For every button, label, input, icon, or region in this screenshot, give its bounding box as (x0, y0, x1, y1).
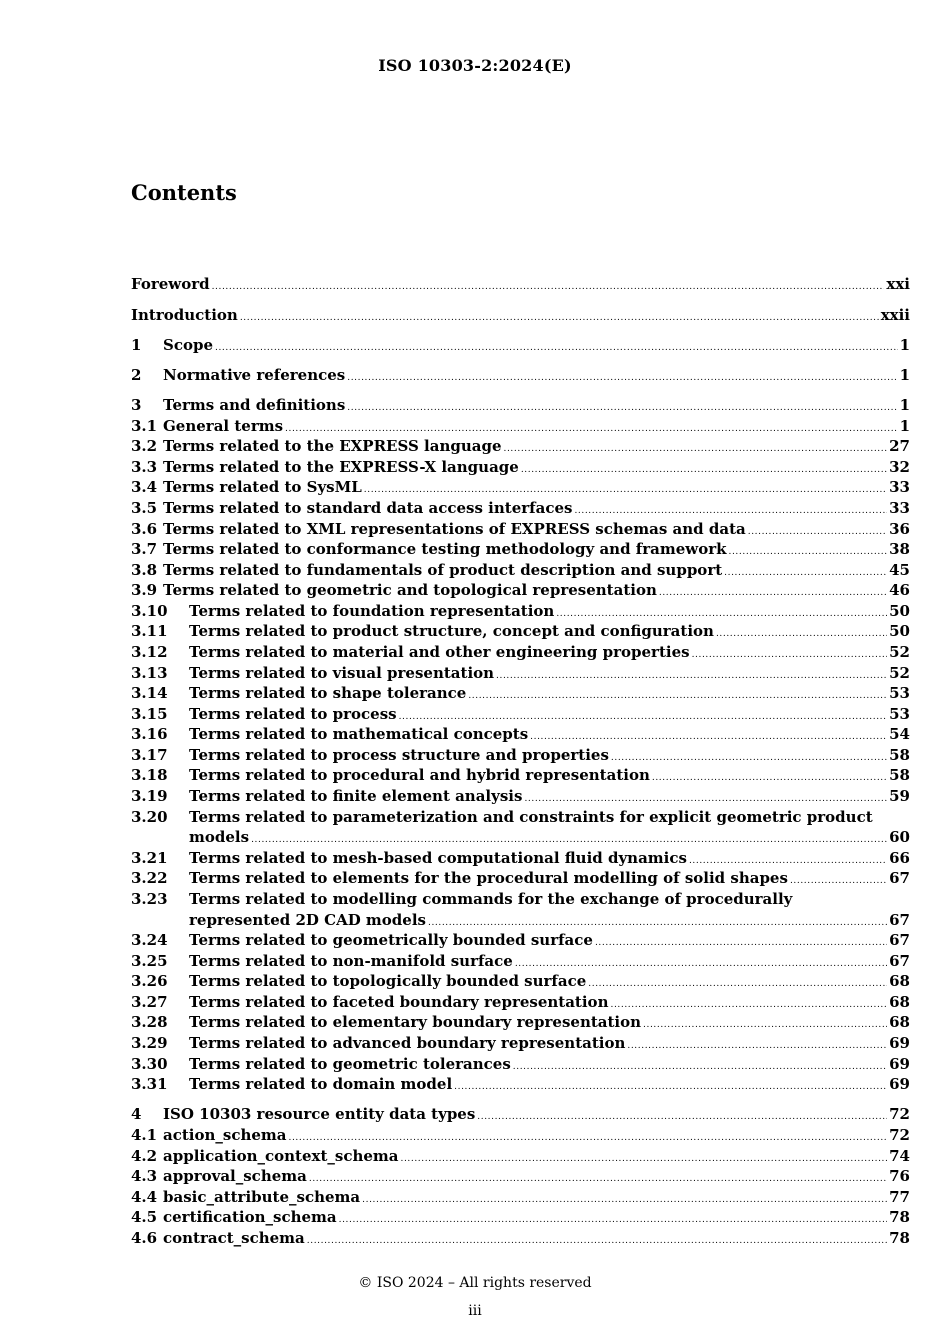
page-title: Contents (131, 180, 237, 205)
toc-label: Terms related to procedural and hybrid representation (189, 766, 650, 784)
toc-number: 3.24 (131, 931, 168, 949)
toc-page: 50 (889, 622, 910, 640)
toc-number: 3.29 (131, 1034, 168, 1052)
toc-entry-3-14[interactable] (131, 683, 910, 703)
toc-number: 3.9 (131, 581, 158, 599)
toc-number: 3.10 (131, 602, 168, 620)
toc-number: 3.5 (131, 499, 158, 517)
toc-number: 3.20 (131, 808, 168, 826)
toc-entry-3-13[interactable] (131, 663, 910, 683)
toc-page: 60 (889, 828, 910, 846)
toc-number: 3.22 (131, 869, 168, 887)
toc-number: 3 (131, 396, 142, 414)
toc-number: 3.30 (131, 1055, 168, 1073)
toc-number: 3.4 (131, 478, 158, 496)
toc-entry-4-6[interactable] (131, 1228, 910, 1248)
toc-entry-3-5[interactable] (131, 498, 910, 518)
toc-label: General terms (163, 417, 284, 435)
toc-page: 1 (899, 366, 910, 384)
toc-entry-3-19[interactable] (131, 786, 910, 806)
toc-page: 27 (889, 437, 910, 455)
toc-page: 32 (889, 458, 910, 476)
toc-entry-4-5[interactable] (131, 1207, 910, 1227)
toc-label: Terms related to parameterization and constraints for explicit geometric product (189, 808, 873, 826)
toc-number: 3.23 (131, 890, 168, 908)
toc-entry-3-18[interactable] (131, 765, 910, 785)
toc-page: 69 (889, 1075, 910, 1093)
toc-label: Terms related to elementary boundary representation (189, 1013, 642, 1031)
toc-number: 3.28 (131, 1013, 168, 1031)
toc-entry-3-10[interactable] (131, 601, 910, 621)
toc-entry-3-30[interactable] (131, 1054, 910, 1074)
toc-label: Terms related to topologically bounded surface (189, 972, 587, 990)
toc-page: 77 (889, 1188, 910, 1206)
toc-entry-3[interactable] (131, 395, 910, 415)
toc-entry-3-26[interactable] (131, 971, 910, 991)
toc-page: 52 (889, 664, 910, 682)
toc-page: 50 (889, 602, 910, 620)
toc-label: certification_schema (163, 1208, 337, 1226)
toc-page: 72 (889, 1126, 910, 1144)
toc-entry-3-22[interactable] (131, 868, 910, 888)
toc-label: Scope (163, 336, 214, 354)
toc-number: 3.27 (131, 993, 168, 1011)
toc-number: 4.2 (131, 1147, 158, 1165)
toc-label: Terms related to mesh-based computational fluid dynamics (189, 849, 687, 867)
toc-number: 4.4 (131, 1188, 158, 1206)
toc-entry-3-11[interactable] (131, 621, 910, 641)
toc-entry-introduction[interactable] (131, 305, 910, 325)
toc-label: Normative references (163, 366, 346, 384)
toc-page: 68 (889, 993, 910, 1011)
toc-page: 66 (889, 849, 910, 867)
toc-entry-3-28[interactable] (131, 1012, 910, 1032)
toc-page: 67 (889, 952, 910, 970)
toc-label: application_context_schema (163, 1147, 399, 1165)
toc-number: 3.15 (131, 705, 168, 723)
toc-number: 3.26 (131, 972, 168, 990)
toc-label: contract_schema (163, 1229, 305, 1247)
toc-entry-3-20[interactable] (131, 827, 910, 847)
toc-page: 69 (889, 1034, 910, 1052)
toc-label: Foreword (131, 275, 210, 293)
toc-entry-3-25[interactable] (131, 951, 910, 971)
toc-label: Terms and definitions (163, 396, 346, 414)
toc-page: 38 (889, 540, 910, 558)
toc-entry-3-15[interactable] (131, 704, 910, 724)
toc-number: 3.6 (131, 520, 158, 538)
toc-number: 4.5 (131, 1208, 158, 1226)
toc-entry-3-16[interactable] (131, 724, 910, 744)
toc-entry-3-4[interactable] (131, 477, 910, 497)
toc-label: Terms related to conformance testing methodology and framework (163, 540, 727, 558)
toc-page: 46 (889, 581, 910, 599)
toc-label: ISO 10303 resource entity data types (163, 1105, 476, 1123)
toc-entry-3-31[interactable] (131, 1074, 910, 1094)
toc-page: 52 (889, 643, 910, 661)
toc-page: 58 (889, 746, 910, 764)
toc-entry-3-3[interactable] (131, 457, 910, 477)
toc-label: Terms related to non-manifold surface (189, 952, 513, 970)
copyright-footer: © ISO 2024 – All rights reserved (358, 1275, 592, 1291)
toc-page: 59 (889, 787, 910, 805)
toc-page: 68 (889, 1013, 910, 1031)
toc-label: basic_attribute_schema (163, 1188, 361, 1206)
toc-page: 78 (889, 1229, 910, 1247)
toc-entry-4[interactable] (131, 1104, 910, 1124)
toc-label: Terms related to XML representations of EXPRESS schemas and data (163, 520, 746, 538)
toc-number: 3.1 (131, 417, 158, 435)
toc-number: 3.3 (131, 458, 158, 476)
toc-number: 3.8 (131, 561, 158, 579)
toc-page: xxi (886, 275, 910, 293)
toc-label: represented 2D CAD models (189, 911, 426, 929)
toc-entry-4-4[interactable] (131, 1187, 910, 1207)
toc-page: 72 (889, 1105, 910, 1123)
toc-number: 3.13 (131, 664, 168, 682)
toc-entry-4-3[interactable] (131, 1166, 910, 1186)
toc-page: 53 (889, 705, 910, 723)
toc-entry-3-6[interactable] (131, 519, 910, 539)
toc-label: Terms related to geometric tolerances (189, 1055, 511, 1073)
toc-entry-3-23[interactable] (131, 910, 910, 930)
toc-number: 3.16 (131, 725, 168, 743)
toc-entry-foreword[interactable] (131, 274, 910, 294)
toc-label: approval_schema (163, 1167, 307, 1185)
toc-number: 3.17 (131, 746, 168, 764)
page-number: iii (468, 1303, 482, 1319)
toc-page: 68 (889, 972, 910, 990)
toc-page: 1 (899, 417, 910, 435)
toc-page: 33 (889, 499, 910, 517)
toc-entry-3-1[interactable] (131, 416, 910, 436)
toc-label: Terms related to standard data access interfaces (163, 499, 573, 517)
toc-number: 3.7 (131, 540, 158, 558)
toc-entry-3-20-line1[interactable] (131, 807, 910, 827)
toc-entry-3-7[interactable] (131, 539, 910, 559)
toc-label: action_schema (163, 1126, 287, 1144)
toc-number: 3.18 (131, 766, 168, 784)
toc-entry-3-23-line1[interactable] (131, 889, 910, 909)
toc-label: Terms related to geometrically bounded surface (189, 931, 593, 949)
toc-entry-3-2[interactable] (131, 436, 910, 456)
toc-page: 67 (889, 931, 910, 949)
toc-entry-4-1[interactable] (131, 1125, 910, 1145)
toc-label: Terms related to geometric and topological representation (163, 581, 657, 599)
toc-label: Terms related to foundation representation (189, 602, 555, 620)
toc-page: 1 (899, 336, 910, 354)
toc-page: 36 (889, 520, 910, 538)
toc-label: Terms related to mathematical concepts (189, 725, 529, 743)
toc-page: 54 (889, 725, 910, 743)
toc-number: 3.12 (131, 643, 168, 661)
toc-label: Terms related to modelling commands for the exchange of procedurally (189, 890, 793, 908)
toc-page: 53 (889, 684, 910, 702)
toc-entry-3-29[interactable] (131, 1033, 910, 1053)
toc-entry-1[interactable] (131, 335, 910, 355)
toc-label: Terms related to shape tolerance (189, 684, 467, 702)
toc-page: xxii (880, 306, 910, 324)
toc-number: 3.21 (131, 849, 168, 867)
toc-number: 3.25 (131, 952, 168, 970)
toc-number: 4.1 (131, 1126, 158, 1144)
toc-label: Terms related to the EXPRESS-X language (163, 458, 519, 476)
toc-label: Terms related to product structure, concept and configuration (189, 622, 714, 640)
toc-entry-3-24[interactable] (131, 930, 910, 950)
toc-entry-2[interactable] (131, 365, 910, 385)
toc-label: Terms related to faceted boundary representation (189, 993, 609, 1011)
toc-number: 3.2 (131, 437, 158, 455)
toc-entry-3-12[interactable] (131, 642, 910, 662)
toc-page: 45 (889, 561, 910, 579)
toc-label: Terms related to fundamentals of product description and support (163, 561, 723, 579)
toc-entry-3-27[interactable] (131, 992, 910, 1012)
toc-number: 2 (131, 366, 142, 384)
toc-entry-3-8[interactable] (131, 560, 910, 580)
toc-page: 1 (899, 396, 910, 414)
toc-page: 67 (889, 911, 910, 929)
toc-label: Terms related to SysML (163, 478, 362, 496)
toc-label: Terms related to visual presentation (189, 664, 495, 682)
toc-entry-3-17[interactable] (131, 745, 910, 765)
toc-number: 4.3 (131, 1167, 158, 1185)
toc-page: 33 (889, 478, 910, 496)
toc-label: Terms related to the EXPRESS language (163, 437, 502, 455)
toc-page: 74 (889, 1147, 910, 1165)
toc-page: 78 (889, 1208, 910, 1226)
toc-number: 3.14 (131, 684, 168, 702)
toc-label: Terms related to domain model (189, 1075, 453, 1093)
toc-label: Introduction (131, 306, 238, 324)
toc-number: 3.11 (131, 622, 168, 640)
toc-label: Terms related to process structure and properties (189, 746, 609, 764)
toc-label: models (189, 828, 250, 846)
toc-entry-4-2[interactable] (131, 1146, 910, 1166)
toc-page: 76 (889, 1167, 910, 1185)
document-header: ISO 10303-2:2024(E) (378, 56, 572, 75)
toc-label: Terms related to process (189, 705, 397, 723)
toc-label: Terms related to finite element analysis (189, 787, 523, 805)
toc-page: 69 (889, 1055, 910, 1073)
toc-page: 58 (889, 766, 910, 784)
toc-page: 67 (889, 869, 910, 887)
toc-label: Terms related to advanced boundary representation (189, 1034, 626, 1052)
toc-number: 3.19 (131, 787, 168, 805)
toc-number: 1 (131, 336, 142, 354)
toc-entry-3-21[interactable] (131, 848, 910, 868)
toc-number: 4 (131, 1105, 142, 1123)
toc-number: 4.6 (131, 1229, 158, 1247)
toc-number: 3.31 (131, 1075, 168, 1093)
toc-label: Terms related to material and other engineering properties (189, 643, 690, 661)
toc-label: Terms related to elements for the procedural modelling of solid shapes (189, 869, 788, 887)
toc-entry-3-9[interactable] (131, 580, 910, 600)
